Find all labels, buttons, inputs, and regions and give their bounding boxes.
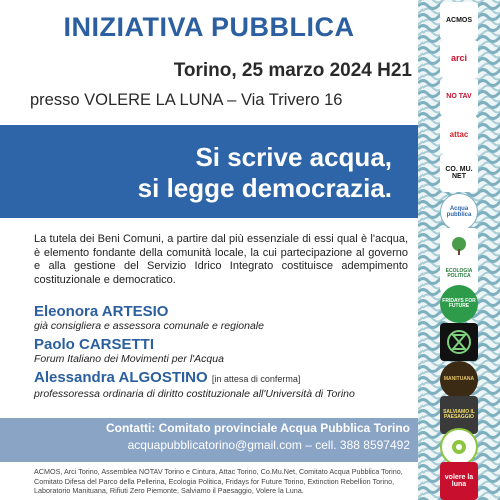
- contact-heading: Contatti: Comitato provinciale Acqua Pubblica Torino: [105, 421, 410, 435]
- speakers-list: [34, 303, 418, 404]
- arci-logo: arci: [440, 40, 478, 78]
- salviamo-paesaggio-logo: SALVIAMO IL PAESAGGIO: [440, 396, 478, 434]
- ecologia-politica-logo: ECOLOGIA POLITICA: [440, 255, 478, 293]
- acmos-logo: ACMOS: [440, 2, 478, 40]
- event-date-time: Torino, 25 marzo 2024 H21: [173, 60, 412, 81]
- speaker-role: già consigliera e assessora comunale e regionale: [34, 320, 264, 332]
- organizers-footer: ACMOS, Arci Torino, Assemblea NOTAV Torino e Cintura, Attac Torino, Co.Mu.Net, Comitato Acqua Pubblica Torino, Comitato Difesa del Parco della Pellerina, Ecologia Politica, Fridays for Future Torino, Extinction Rebellion Torino, Laboratorio Manituana, Rifiuti Zero Piemonte, Salviamo il Paesaggio, Volere la Luna.: [34, 467, 403, 495]
- speaker-entry: [34, 336, 418, 366]
- slogan: [0, 142, 392, 204]
- contact-details[interactable]: acquapubblicatorino@gmail.com – cell. 388 8597492: [127, 438, 410, 452]
- slogan-line-2: si legge democrazia.: [137, 173, 392, 203]
- intro-paragraph: La tutela dei Beni Comuni, a partire dal più essenziale di essi qual è l'acqua, è elemento fondante della comunità locale, la cui partecipazione al governo e alla gestione del Servizio Idrico Integrato costituisce adempimento costituzionale e democratico.: [34, 233, 408, 286]
- sidebar-logos: [418, 0, 500, 500]
- speaker-name: Alessandra ALGOSTINO: [34, 369, 208, 386]
- rifiuti-zero-logo: [440, 428, 478, 466]
- extinction-rebellion-logo: [440, 323, 478, 361]
- recycle-icon: [449, 437, 469, 457]
- acqua-pubblica-logo: Acqua pubblica: [440, 193, 478, 231]
- speaker-entry: [34, 369, 418, 401]
- manituana-logo: MANITUANA: [440, 361, 478, 399]
- speaker-name: Eleonora ARTESIO: [34, 303, 169, 320]
- attac-logo: attac: [440, 116, 478, 154]
- fridays-for-future-logo: FRIDAYS FOR FUTURE: [440, 285, 478, 323]
- speaker-name: Paolo CARSETTI: [34, 336, 155, 353]
- speaker-role: Forum Italiano dei Movimenti per l'Acqua: [34, 353, 224, 365]
- volere-la-luna-logo: volere la luna: [440, 462, 478, 500]
- speaker-note: [in attesa di conferma]: [211, 374, 301, 384]
- event-title: INIZIATIVA PUBBLICA: [63, 12, 355, 42]
- slogan-line-1: Si scrive acqua,: [195, 142, 392, 172]
- speaker-entry: [34, 303, 418, 333]
- notav-logo: NO TAV: [440, 78, 478, 116]
- speaker-role: professoressa ordinaria di diritto costituzionale all'Università di Torino: [34, 388, 355, 400]
- comunet-logo: CO. MU. NET: [440, 154, 478, 192]
- event-venue: presso VOLERE LA LUNA – Via Trivero 16: [30, 91, 343, 109]
- hourglass-icon: [446, 329, 472, 355]
